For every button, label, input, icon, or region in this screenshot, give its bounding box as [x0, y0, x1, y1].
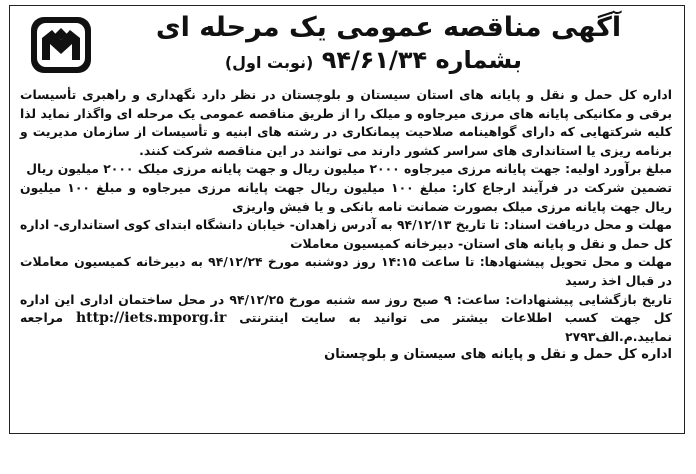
paragraph-documents: مهلت و محل دریافت اسناد: تا تاریخ ۹۴/۱۲/۱۳ به آدرس زاهدان- خیابان دانشگاه ابتدای کوی استانداری- اداره کل حمل و نقل و پایانه های استان- دبیرخانه کمیسیون معاملات	[20, 217, 672, 251]
notice-title: آگهی مناقصه عمومی یک مرحله ای	[155, 12, 622, 43]
notice-frame	[9, 5, 685, 434]
notice-header	[105, 10, 672, 90]
paragraph-opening	[20, 291, 672, 347]
opening-text: تاریخ بازگشایی پیشنهادات: ساعت: ۹ صبح روز سه شنبه مورخ ۹۴/۱۲/۲۵ در محل ساختمان اداری این اداره کل جهت کسب اطلاعات بیشتر می توانید به سایت اینترنتی	[20, 291, 672, 326]
paragraph-estimate: مبلغ برآورد اولیه: جهت پایانه مرزی میرجاوه ۲۰۰۰ میلیون ریال و جهت پایانه مرزی میلک ۲۰۰۰ میلیون ریال	[26, 161, 672, 177]
signature: اداره کل حمل و نقل و پایانه های سیستان و بلوچستان	[324, 347, 672, 363]
reference-text: مراجعه نمایید.م.الف۲۷۹۳	[20, 310, 672, 344]
website-link[interactable]: http://iets.mporg.ir	[75, 310, 227, 327]
ministry-logo-icon	[28, 14, 94, 76]
notice-number-line	[105, 44, 672, 79]
tender-number: ۹۴/۶۱/۳۴	[321, 46, 428, 74]
notice-body	[20, 86, 672, 365]
paragraph-delivery: مهلت و محل تحویل پیشنهادها: تا ساعت ۱۴:۱۵ روز دوشنبه مورخ ۹۴/۱۲/۲۴ به دبیرخانه کمیسیون معاملات در قبال اخذ رسید	[20, 254, 672, 288]
number-prefix: بشماره	[435, 46, 522, 74]
paragraph-guarantee: تضمین شرکت در فرآیند ارجاع کار: مبلغ ۱۰۰ میلیون ریال جهت پایانه مرزی میرجاوه و مبلغ ۱۰۰ میلیون ریال جهت پایانه مرزی میلک بصورت ضمانت نامه بانکی و یا فیش واریزی	[20, 179, 672, 214]
round-label: (نوبت اول)	[224, 53, 314, 72]
paragraph-intro: اداره کل حمل و نقل و پایانه های استان سیستان و بلوچستان در نظر دارد نگهداری و راهبری تأسیسات برقی و مکانیکی پایانه های مرزی میرجاوه و میلک را از طریق مناقصه عمومی یک مرحله ای واگذار نماید لذا کلیه شرکتهایی که دارای گواهینامه صلاحیت پیمانکاری در رشته های ابنیه و تأسیسات از سازمان مدیریت و برنامه ریزی یا استانداری های سراسر کشور دارند می توانند در این مناقصه شرکت کنند.	[20, 87, 672, 158]
